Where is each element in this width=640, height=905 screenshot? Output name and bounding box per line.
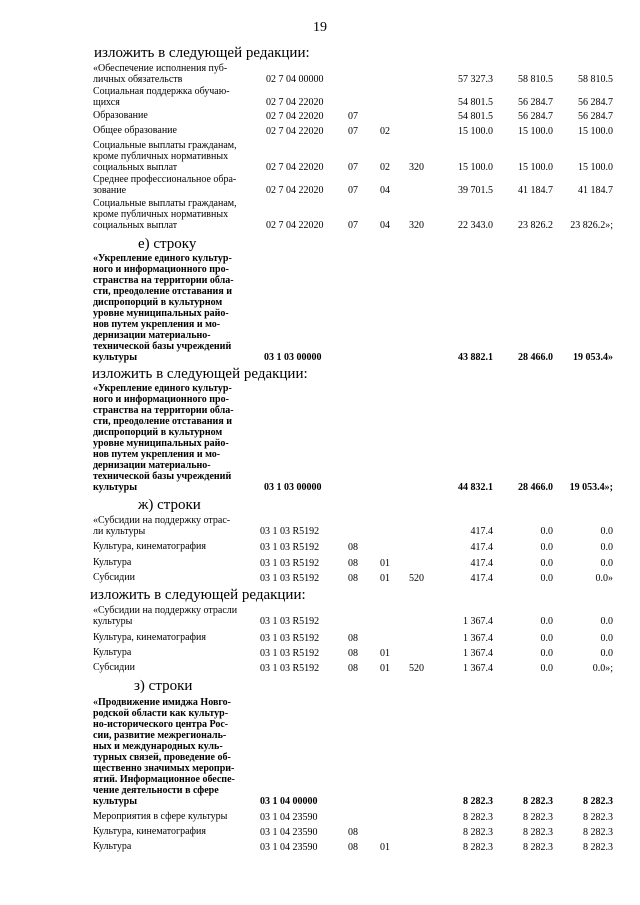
row-code: 03 1 03 R5192 — [260, 542, 320, 553]
row-name: Образование — [93, 110, 148, 121]
table-row — [0, 140, 640, 173]
row-code: 03 1 03 00000 — [264, 352, 322, 363]
row-value-3: 0.0 — [600, 558, 613, 569]
row-value-1: 15 100.0 — [458, 162, 493, 173]
row-subsection: 02 — [380, 126, 390, 137]
row-value-2: 8 282.3 — [523, 796, 553, 807]
row-code: 02 7 04 22020 — [266, 111, 324, 122]
row-value-3: 15 100.0 — [578, 126, 613, 137]
row-value-2: 0.0 — [540, 633, 553, 644]
table-row — [0, 662, 640, 674]
row-value-1: 54 801.5 — [458, 97, 493, 108]
row-name: Социальные выплаты гражданам, кроме публичных нормативных социальных выплат — [93, 198, 237, 231]
table-row — [0, 515, 640, 537]
table-row — [0, 826, 640, 838]
row-name: Культура, кинематография — [93, 826, 206, 837]
row-value-1: 1 367.4 — [463, 616, 493, 627]
row-code: 03 1 04 23590 — [260, 812, 318, 823]
row-value-1: 8 282.3 — [463, 827, 493, 838]
row-value-2: 8 282.3 — [523, 827, 553, 838]
table-row — [0, 125, 640, 137]
row-subsection: 04 — [380, 185, 390, 196]
row-value-2: 0.0 — [540, 558, 553, 569]
row-subsection: 01 — [380, 663, 390, 674]
row-section: 07 — [348, 126, 358, 137]
row-value-3: 41 184.7 — [578, 185, 613, 196]
row-name: «Укрепление единого культур- ного и информационного про- странства на территории обла- сти, преодоление отставания и диспропорций в культурном уровне муниципальных райо- нов путем укрепления и мо- дернизации материально- технической базы учреждений культуры — [93, 383, 234, 493]
row-section: 07 — [348, 220, 358, 231]
row-subsection: 04 — [380, 220, 390, 231]
table-row — [0, 647, 640, 659]
row-subsection: 01 — [380, 558, 390, 569]
row-value-3: 0.0 — [600, 616, 613, 627]
section-heading: изложить в следующей редакции: — [90, 587, 306, 603]
table-row — [0, 841, 640, 853]
row-value-3: 8 282.3 — [583, 796, 613, 807]
table-row — [0, 198, 640, 231]
row-value-3: 8 282.3 — [583, 842, 613, 853]
row-value-2: 15 100.0 — [518, 162, 553, 173]
row-value-1: 417.4 — [470, 526, 493, 537]
row-value-3: 0.0 — [600, 648, 613, 659]
section-heading: изложить в следующей редакции: — [92, 366, 308, 382]
row-section: 08 — [348, 633, 358, 644]
row-section: 08 — [348, 663, 358, 674]
row-value-2: 0.0 — [540, 663, 553, 674]
row-subsection: 01 — [380, 842, 390, 853]
row-code: 03 1 03 R5192 — [260, 663, 320, 674]
row-name: Мероприятия в сфере культуры — [93, 811, 228, 822]
row-expense-type: 520 — [409, 663, 424, 674]
row-value-2: 56 284.7 — [518, 97, 553, 108]
row-name: Культура — [93, 841, 132, 852]
row-value-3: 56 284.7 — [578, 111, 613, 122]
table-row — [0, 63, 640, 85]
row-value-1: 417.4 — [470, 558, 493, 569]
row-value-3: 0.0 — [600, 542, 613, 553]
table-row — [0, 557, 640, 569]
row-expense-type: 520 — [409, 573, 424, 584]
row-value-2: 28 466.0 — [518, 482, 553, 493]
row-value-2: 0.0 — [540, 526, 553, 537]
row-code: 03 1 03 R5192 — [260, 648, 320, 659]
row-subsection: 01 — [380, 573, 390, 584]
row-subsection: 02 — [380, 162, 390, 173]
row-code: 03 1 04 23590 — [260, 842, 318, 853]
row-value-3: 8 282.3 — [583, 812, 613, 823]
row-value-2: 8 282.3 — [523, 842, 553, 853]
row-section: 07 — [348, 185, 358, 196]
row-name: Социальная поддержка обучаю- щихся — [93, 86, 230, 108]
row-code: 02 7 04 22020 — [266, 185, 324, 196]
row-value-2: 0.0 — [540, 616, 553, 627]
row-value-2: 8 282.3 — [523, 812, 553, 823]
row-expense-type: 320 — [409, 220, 424, 231]
row-code: 03 1 04 00000 — [260, 796, 318, 807]
row-name: Культура, кинематография — [93, 541, 206, 552]
row-name: Общее образование — [93, 125, 177, 136]
row-name: Среднее профессиональное обра- зование — [93, 174, 237, 196]
row-value-1: 22 343.0 — [458, 220, 493, 231]
table-row — [0, 811, 640, 823]
row-code: 02 7 04 22020 — [266, 162, 324, 173]
row-name: Культура — [93, 647, 132, 658]
section-heading: е) строку — [138, 236, 197, 252]
row-name: Культура, кинематография — [93, 632, 206, 643]
row-value-3: 56 284.7 — [578, 97, 613, 108]
row-value-2: 41 184.7 — [518, 185, 553, 196]
table-row — [0, 383, 640, 493]
row-section: 08 — [348, 542, 358, 553]
row-name: «Продвижение имиджа Новго- родской области как культур- но-исторического центра Рос- сии, развитие межрегиональ- ных и международных куль- турных связей, проведение об- щественно значимых меропри- ятий. Информационное обеспе- чение деятельности в сфере культуры — [93, 697, 235, 807]
row-value-3: 19 053.4» — [573, 352, 613, 363]
row-name: Субсидии — [93, 572, 135, 583]
row-value-3: 58 810.5 — [578, 74, 613, 85]
row-value-1: 8 282.3 — [463, 812, 493, 823]
row-code: 02 7 04 22020 — [266, 220, 324, 231]
row-section: 08 — [348, 842, 358, 853]
row-value-2: 56 284.7 — [518, 111, 553, 122]
row-value-1: 1 367.4 — [463, 663, 493, 674]
row-value-2: 58 810.5 — [518, 74, 553, 85]
row-section: 08 — [348, 558, 358, 569]
page-number: 19 — [313, 20, 327, 35]
row-value-2: 0.0 — [540, 542, 553, 553]
row-code: 03 1 03 00000 — [264, 482, 322, 493]
row-code: 03 1 03 R5192 — [260, 573, 320, 584]
row-value-3: 0.0 — [600, 633, 613, 644]
row-code: 03 1 03 R5192 — [260, 526, 320, 537]
row-code: 02 7 04 22020 — [266, 97, 324, 108]
row-value-1: 54 801.5 — [458, 111, 493, 122]
row-code: 02 7 04 00000 — [266, 74, 324, 85]
row-name: Субсидии — [93, 662, 135, 673]
row-value-1: 8 282.3 — [463, 842, 493, 853]
row-section: 08 — [348, 573, 358, 584]
row-value-1: 15 100.0 — [458, 126, 493, 137]
row-value-1: 8 282.3 — [463, 796, 493, 807]
row-value-2: 28 466.0 — [518, 352, 553, 363]
row-value-1: 39 701.5 — [458, 185, 493, 196]
row-value-1: 44 832.1 — [458, 482, 493, 493]
section-heading: изложить в следующей редакции: — [94, 45, 310, 61]
table-row — [0, 110, 640, 122]
row-expense-type: 320 — [409, 162, 424, 173]
row-value-1: 43 882.1 — [458, 352, 493, 363]
row-value-2: 0.0 — [540, 648, 553, 659]
row-value-3: 0.0 — [600, 526, 613, 537]
row-name: Культура — [93, 557, 132, 568]
row-value-3: 8 282.3 — [583, 827, 613, 838]
table-row — [0, 253, 640, 363]
row-value-3: 0.0»; — [592, 663, 613, 674]
table-row — [0, 697, 640, 807]
row-section: 07 — [348, 162, 358, 173]
row-code: 03 1 04 23590 — [260, 827, 318, 838]
row-code: 03 1 03 R5192 — [260, 558, 320, 569]
row-value-1: 57 327.3 — [458, 74, 493, 85]
row-value-1: 1 367.4 — [463, 633, 493, 644]
table-row — [0, 86, 640, 108]
row-name: «Укрепление единого культур- ного и информационного про- странства на территории обла- сти, преодоление отставания и диспропорций в культурном уровне муниципальных райо- нов путем укрепления и мо- дернизации материально- технической базы учреждений культуры — [93, 253, 234, 363]
table-row — [0, 541, 640, 553]
row-value-1: 417.4 — [470, 542, 493, 553]
row-subsection: 01 — [380, 648, 390, 659]
row-value-1: 417.4 — [470, 573, 493, 584]
row-value-3: 19 053.4»; — [569, 482, 613, 493]
row-value-2: 0.0 — [540, 573, 553, 584]
row-section: 07 — [348, 111, 358, 122]
table-row — [0, 572, 640, 584]
row-value-3: 23 826.2»; — [570, 220, 613, 231]
row-section: 08 — [348, 827, 358, 838]
row-value-3: 15 100.0 — [578, 162, 613, 173]
row-code: 02 7 04 22020 — [266, 126, 324, 137]
row-value-3: 0.0» — [595, 573, 613, 584]
row-name: «Субсидии на поддержку отрасли культуры — [93, 605, 238, 627]
row-section: 08 — [348, 648, 358, 659]
row-name: «Обеспечение исполнения пуб- личных обязательств — [93, 63, 228, 85]
row-name: Социальные выплаты гражданам, кроме публичных нормативных социальных выплат — [93, 140, 237, 173]
row-code: 03 1 03 R5192 — [260, 616, 320, 627]
section-heading: ж) строки — [138, 497, 201, 513]
row-value-1: 1 367.4 — [463, 648, 493, 659]
section-heading: з) строки — [134, 678, 193, 694]
row-code: 03 1 03 R5192 — [260, 633, 320, 644]
row-value-2: 23 826.2 — [518, 220, 553, 231]
table-row — [0, 632, 640, 644]
table-row — [0, 174, 640, 196]
row-name: «Субсидии на поддержку отрас- ли культуры — [93, 515, 231, 537]
table-row — [0, 605, 640, 627]
row-value-2: 15 100.0 — [518, 126, 553, 137]
